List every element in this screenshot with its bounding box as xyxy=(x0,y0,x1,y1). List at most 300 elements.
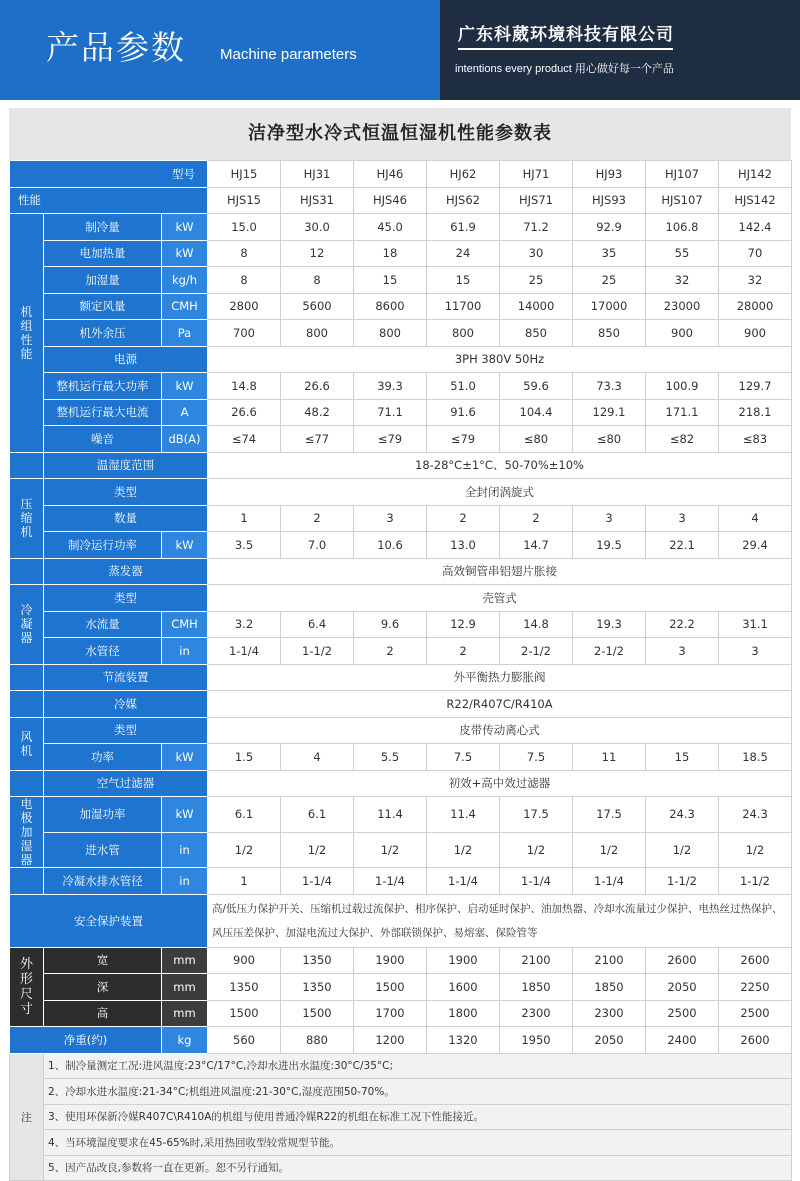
notes-label: 注 xyxy=(10,1053,44,1181)
header-left-panel xyxy=(0,0,440,100)
value-cell: 1-1/2 xyxy=(281,638,354,665)
model-cell: HJ46 xyxy=(354,161,427,188)
value-cell: 18 xyxy=(354,240,427,267)
table-row-evaporator xyxy=(10,558,792,585)
value-cell: 1-1/4 xyxy=(500,868,573,895)
value-cell: 22.2 xyxy=(646,611,719,638)
value-cell: 31.1 xyxy=(719,611,792,638)
value-cell: 8 xyxy=(281,267,354,294)
value-cell: 3 xyxy=(646,505,719,532)
value-cell: 24.3 xyxy=(646,797,719,833)
notes-row xyxy=(10,1130,792,1156)
model-cell: HJ31 xyxy=(281,161,354,188)
value-cell: 4 xyxy=(719,505,792,532)
value-cell: 2600 xyxy=(646,947,719,974)
value-cell: ≤79 xyxy=(354,426,427,453)
value-cell: 61.9 xyxy=(427,214,500,241)
merged-value-cell: R22/R407C/R410A xyxy=(208,691,792,718)
value-cell: 1500 xyxy=(281,1000,354,1027)
value-cell: 1-1/4 xyxy=(427,868,500,895)
row-unit: kW xyxy=(162,744,208,771)
safety-cell xyxy=(208,894,792,947)
model-cell: HJS71 xyxy=(500,187,573,214)
row-label: 电加热量 xyxy=(44,240,162,267)
value-cell: 2800 xyxy=(208,293,281,320)
value-cell: 1/2 xyxy=(281,832,354,868)
value-cell: 71.1 xyxy=(354,399,427,426)
row-label: 类型 xyxy=(44,585,208,612)
value-cell: 7.5 xyxy=(427,744,500,771)
value-cell: 1/2 xyxy=(208,832,281,868)
model-cell: HJ93 xyxy=(573,161,646,188)
value-cell: 3.5 xyxy=(208,532,281,559)
value-cell: 2050 xyxy=(646,974,719,1001)
value-cell: 23000 xyxy=(646,293,719,320)
group-spacer xyxy=(10,452,44,479)
value-cell: 104.4 xyxy=(500,399,573,426)
merged-value-cell: 3PH 380V 50Hz xyxy=(208,346,792,373)
row-unit: mm xyxy=(162,1000,208,1027)
value-cell: 1-1/2 xyxy=(646,868,719,895)
value-cell: 55 xyxy=(646,240,719,267)
value-cell: 25 xyxy=(573,267,646,294)
value-cell: 1500 xyxy=(208,1000,281,1027)
performance-label: 性能 xyxy=(10,187,208,214)
value-cell: 26.6 xyxy=(208,399,281,426)
row-unit: kW xyxy=(162,240,208,267)
value-cell: 850 xyxy=(573,320,646,347)
model-cell: HJS93 xyxy=(573,187,646,214)
value-cell: 1-1/4 xyxy=(208,638,281,665)
model-cell: HJS62 xyxy=(427,187,500,214)
row-label: 温湿度范围 xyxy=(44,452,208,479)
row-label: 加湿量 xyxy=(44,267,162,294)
value-cell: 73.3 xyxy=(573,373,646,400)
safety-line: 风压压差保护、加湿电流过大保护、外部联锁保护、易熔塞、保险管等 xyxy=(212,926,538,939)
model-label: 型号 xyxy=(10,161,208,188)
value-cell: 1/2 xyxy=(354,832,427,868)
value-cell: 6.1 xyxy=(281,797,354,833)
value-cell: 1/2 xyxy=(427,832,500,868)
value-cell: 1.5 xyxy=(208,744,281,771)
value-cell: 32 xyxy=(719,267,792,294)
table-row-width xyxy=(10,947,792,974)
value-cell: 1/2 xyxy=(646,832,719,868)
row-label: 冷凝水排水管径 xyxy=(44,868,162,895)
model-cell: HJS15 xyxy=(208,187,281,214)
row-label: 噪音 xyxy=(44,426,162,453)
value-cell: 850 xyxy=(500,320,573,347)
value-cell: 11700 xyxy=(427,293,500,320)
value-cell: 4 xyxy=(281,744,354,771)
value-cell: 6.1 xyxy=(208,797,281,833)
row-label: 制冷运行功率 xyxy=(44,532,162,559)
value-cell: ≤82 xyxy=(646,426,719,453)
value-cell: 1850 xyxy=(573,974,646,1001)
group-label xyxy=(10,479,44,559)
group-label xyxy=(10,717,44,770)
value-cell: ≤80 xyxy=(573,426,646,453)
row-label: 机外余压 xyxy=(44,320,162,347)
table-title: 洁净型水冷式恒温恒湿机性能参数表 xyxy=(9,108,791,160)
notes-row xyxy=(10,1155,792,1181)
table-row-water-flow xyxy=(10,611,792,638)
value-cell: 3.2 xyxy=(208,611,281,638)
table-row-humid xyxy=(10,267,792,294)
value-cell: 2 xyxy=(354,638,427,665)
value-cell: 560 xyxy=(208,1027,281,1054)
value-cell: 8 xyxy=(208,267,281,294)
model-row-2 xyxy=(10,187,792,214)
value-cell: 2100 xyxy=(573,947,646,974)
model-cell: HJS107 xyxy=(646,187,719,214)
value-cell: 14.8 xyxy=(208,373,281,400)
value-cell: 3 xyxy=(646,638,719,665)
row-label: 净重(约) xyxy=(10,1027,162,1054)
group-spacer xyxy=(10,691,44,718)
value-cell: 1 xyxy=(208,868,281,895)
value-cell: 1800 xyxy=(427,1000,500,1027)
value-cell: 2050 xyxy=(573,1027,646,1054)
value-cell: 45.0 xyxy=(354,214,427,241)
group-label-text: 电极加湿器 xyxy=(20,797,33,867)
model-cell: HJ107 xyxy=(646,161,719,188)
value-cell: 5.5 xyxy=(354,744,427,771)
value-cell: 1200 xyxy=(354,1027,427,1054)
value-cell: 17.5 xyxy=(573,797,646,833)
table-row-hum-inlet xyxy=(10,832,792,868)
row-label: 加湿功率 xyxy=(44,797,162,833)
value-cell: 2 xyxy=(500,505,573,532)
value-cell: 106.8 xyxy=(646,214,719,241)
value-cell: 2 xyxy=(427,638,500,665)
note-text: 4、当环境湿度要求在45-65%时,采用热回收型较常规型节能。 xyxy=(44,1130,792,1156)
table-row-refrigerant xyxy=(10,691,792,718)
value-cell: 3 xyxy=(354,505,427,532)
value-cell: 92.9 xyxy=(573,214,646,241)
table-row-filter xyxy=(10,770,792,797)
safety-line: 高/低压力保护开关、压缩机过载过流保护、相序保护、启动延时保护、油加热器、冷却水流量过少保护、电热丝过热保护、 xyxy=(212,902,783,915)
group-label-text: 冷凝器 xyxy=(20,603,33,646)
value-cell: 7.5 xyxy=(500,744,573,771)
value-cell: 2300 xyxy=(500,1000,573,1027)
value-cell: 3 xyxy=(719,638,792,665)
table-row-comp-type xyxy=(10,479,792,506)
value-cell: 800 xyxy=(427,320,500,347)
value-cell: 26.6 xyxy=(281,373,354,400)
row-unit: dB(A) xyxy=(162,426,208,453)
model-cell: HJ142 xyxy=(719,161,792,188)
model-cell: HJS46 xyxy=(354,187,427,214)
company-name: 广东科葳环境科技有限公司 xyxy=(458,25,674,45)
group-label xyxy=(10,214,44,453)
merged-value-cell: 外平衡热力膨胀阀 xyxy=(208,664,792,691)
merged-value-cell: 壳管式 xyxy=(208,585,792,612)
row-label: 进水管 xyxy=(44,832,162,868)
value-cell: ≤83 xyxy=(719,426,792,453)
value-cell: 1-1/4 xyxy=(354,868,427,895)
value-cell: 1850 xyxy=(500,974,573,1001)
value-cell: 1350 xyxy=(208,974,281,1001)
group-label-text: 外形尺寸 xyxy=(19,956,33,1017)
merged-value-cell: 全封闭涡旋式 xyxy=(208,479,792,506)
value-cell: 1 xyxy=(208,505,281,532)
table-row-comp-power xyxy=(10,532,792,559)
table-row-depth xyxy=(10,974,792,1001)
value-cell: 900 xyxy=(719,320,792,347)
value-cell: 1-1/4 xyxy=(281,868,354,895)
value-cell: 6.4 xyxy=(281,611,354,638)
value-cell: 39.3 xyxy=(354,373,427,400)
value-cell: 7.0 xyxy=(281,532,354,559)
value-cell: 2 xyxy=(427,505,500,532)
value-cell: 48.2 xyxy=(281,399,354,426)
group-label-text: 机组性能 xyxy=(20,304,33,361)
value-cell: 71.2 xyxy=(500,214,573,241)
header-right-panel xyxy=(440,0,800,100)
value-cell: 1-1/4 xyxy=(573,868,646,895)
value-cell: 17000 xyxy=(573,293,646,320)
value-cell: 22.1 xyxy=(646,532,719,559)
row-unit: mm xyxy=(162,947,208,974)
group-label xyxy=(10,947,44,1027)
value-cell: 218.1 xyxy=(719,399,792,426)
group-label xyxy=(10,585,44,665)
row-unit: in xyxy=(162,868,208,895)
merged-value-cell: 初效+高中效过滤器 xyxy=(208,770,792,797)
value-cell: 700 xyxy=(208,320,281,347)
page-subtitle: Machine parameters xyxy=(220,46,357,63)
value-cell: ≤74 xyxy=(208,426,281,453)
value-cell: 14.8 xyxy=(500,611,573,638)
value-cell: 9.6 xyxy=(354,611,427,638)
value-cell: 14.7 xyxy=(500,532,573,559)
row-label: 制冷量 xyxy=(44,214,162,241)
table-row-static xyxy=(10,320,792,347)
value-cell: 15.0 xyxy=(208,214,281,241)
merged-value-cell: 高效铜管串铝翅片胀接 xyxy=(208,558,792,585)
table-row-fan-type xyxy=(10,717,792,744)
value-cell: 100.9 xyxy=(646,373,719,400)
value-cell: 12 xyxy=(281,240,354,267)
row-label: 类型 xyxy=(44,717,208,744)
row-label: 宽 xyxy=(44,947,162,974)
value-cell: 35 xyxy=(573,240,646,267)
value-cell: 1950 xyxy=(500,1027,573,1054)
group-spacer xyxy=(10,558,44,585)
value-cell: 2300 xyxy=(573,1000,646,1027)
value-cell: 15 xyxy=(354,267,427,294)
value-cell: 2600 xyxy=(719,1027,792,1054)
note-text: 3、使用环保新冷媒R407C\R410A的机组与使用普通冷媒R22的机组在标准工况下性能接近。 xyxy=(44,1104,792,1130)
header-divider xyxy=(458,48,673,50)
model-cell: HJS31 xyxy=(281,187,354,214)
value-cell: 2400 xyxy=(646,1027,719,1054)
value-cell: 29.4 xyxy=(719,532,792,559)
row-label: 蒸发器 xyxy=(44,558,208,585)
value-cell: 18.5 xyxy=(719,744,792,771)
group-spacer xyxy=(10,770,44,797)
value-cell: 2 xyxy=(281,505,354,532)
group-spacer xyxy=(10,868,44,895)
notes-row xyxy=(10,1104,792,1130)
row-label: 安全保护装置 xyxy=(10,894,208,947)
row-unit: CMH xyxy=(162,611,208,638)
page-title: 产品参数 xyxy=(46,28,186,67)
value-cell: 2-1/2 xyxy=(500,638,573,665)
table-row-comp-qty xyxy=(10,505,792,532)
value-cell: 59.6 xyxy=(500,373,573,400)
note-text: 5、因产品改良,参数将一直在更新。恕不另行通知。 xyxy=(44,1155,792,1181)
notes-row xyxy=(10,1053,792,1079)
value-cell: 19.3 xyxy=(573,611,646,638)
group-label xyxy=(10,797,44,868)
row-unit: kg xyxy=(162,1027,208,1054)
value-cell: 13.0 xyxy=(427,532,500,559)
value-cell: 1350 xyxy=(281,947,354,974)
value-cell: 3 xyxy=(573,505,646,532)
row-label: 类型 xyxy=(44,479,208,506)
row-label: 额定风量 xyxy=(44,293,162,320)
row-label: 整机运行最大电流 xyxy=(44,399,162,426)
value-cell: 11.4 xyxy=(354,797,427,833)
row-label: 水管径 xyxy=(44,638,162,665)
table-row-drain xyxy=(10,868,792,895)
value-cell: 1500 xyxy=(354,974,427,1001)
value-cell: 900 xyxy=(646,320,719,347)
value-cell: 2500 xyxy=(719,1000,792,1027)
table-row-weight xyxy=(10,1027,792,1054)
model-cell: HJ71 xyxy=(500,161,573,188)
row-unit: kW xyxy=(162,373,208,400)
value-cell: 2500 xyxy=(646,1000,719,1027)
group-label-text: 压缩机 xyxy=(20,497,33,540)
table-row-height xyxy=(10,1000,792,1027)
note-text: 1、制冷量测定工况:进风温度:23°C/17°C,冷却水进出水温度:30°C/35°C; xyxy=(44,1053,792,1079)
model-cell: HJ15 xyxy=(208,161,281,188)
value-cell: 10.6 xyxy=(354,532,427,559)
value-cell: 880 xyxy=(281,1027,354,1054)
value-cell: 15 xyxy=(646,744,719,771)
value-cell: 129.7 xyxy=(719,373,792,400)
value-cell: 24.3 xyxy=(719,797,792,833)
row-label: 水流量 xyxy=(44,611,162,638)
value-cell: ≤79 xyxy=(427,426,500,453)
table-row-cooling xyxy=(10,214,792,241)
value-cell: 1/2 xyxy=(573,832,646,868)
value-cell: 51.0 xyxy=(427,373,500,400)
merged-value-cell: 皮带传动离心式 xyxy=(208,717,792,744)
value-cell: 1320 xyxy=(427,1027,500,1054)
value-cell: 1900 xyxy=(427,947,500,974)
row-unit: kW xyxy=(162,797,208,833)
value-cell: 2600 xyxy=(719,947,792,974)
value-cell: ≤77 xyxy=(281,426,354,453)
value-cell: 91.6 xyxy=(427,399,500,426)
row-unit: kW xyxy=(162,532,208,559)
row-label: 节流装置 xyxy=(44,664,208,691)
row-label: 高 xyxy=(44,1000,162,1027)
row-label: 空气过滤器 xyxy=(44,770,208,797)
group-label-text: 风机 xyxy=(20,729,33,758)
row-label: 深 xyxy=(44,974,162,1001)
value-cell: 1-1/2 xyxy=(719,868,792,895)
notes-row xyxy=(10,1079,792,1105)
value-cell: 14000 xyxy=(500,293,573,320)
row-label: 功率 xyxy=(44,744,162,771)
row-label: 电源 xyxy=(44,346,208,373)
value-cell: 1700 xyxy=(354,1000,427,1027)
value-cell: 2-1/2 xyxy=(573,638,646,665)
table-row-noise xyxy=(10,426,792,453)
row-unit: CMH xyxy=(162,293,208,320)
value-cell: 15 xyxy=(427,267,500,294)
row-unit: in xyxy=(162,832,208,868)
value-cell: 32 xyxy=(646,267,719,294)
table-row-fan-power xyxy=(10,744,792,771)
table-row-heating xyxy=(10,240,792,267)
table-row-power xyxy=(10,346,792,373)
value-cell: 28000 xyxy=(719,293,792,320)
group-spacer xyxy=(10,664,44,691)
value-cell: ≤80 xyxy=(500,426,573,453)
table-row-airflow xyxy=(10,293,792,320)
table-row-range xyxy=(10,452,792,479)
value-cell: 30.0 xyxy=(281,214,354,241)
value-cell: 8 xyxy=(208,240,281,267)
table-row-max-power xyxy=(10,373,792,400)
value-cell: 11.4 xyxy=(427,797,500,833)
row-unit: kg/h xyxy=(162,267,208,294)
value-cell: 12.9 xyxy=(427,611,500,638)
row-unit: Pa xyxy=(162,320,208,347)
value-cell: 800 xyxy=(354,320,427,347)
table-row-water-pipe xyxy=(10,638,792,665)
model-row-1 xyxy=(10,161,792,188)
value-cell: 171.1 xyxy=(646,399,719,426)
parameters-table xyxy=(9,160,792,1181)
model-cell: HJ62 xyxy=(427,161,500,188)
value-cell: 1350 xyxy=(281,974,354,1001)
company-slogan: intentions every product 用心做好每一个产品 xyxy=(455,63,674,75)
value-cell: 5600 xyxy=(281,293,354,320)
value-cell: 2250 xyxy=(719,974,792,1001)
value-cell: 19.5 xyxy=(573,532,646,559)
value-cell: 900 xyxy=(208,947,281,974)
model-cell: HJS142 xyxy=(719,187,792,214)
value-cell: 1/2 xyxy=(500,832,573,868)
table-row-safety xyxy=(10,894,792,947)
row-unit: A xyxy=(162,399,208,426)
table-row-hum-power xyxy=(10,797,792,833)
value-cell: 30 xyxy=(500,240,573,267)
value-cell: 17.5 xyxy=(500,797,573,833)
row-label: 数量 xyxy=(44,505,208,532)
table-row-cond-type xyxy=(10,585,792,612)
page-header xyxy=(0,0,800,100)
value-cell: 1600 xyxy=(427,974,500,1001)
value-cell: 129.1 xyxy=(573,399,646,426)
value-cell: 24 xyxy=(427,240,500,267)
row-label: 整机运行最大功率 xyxy=(44,373,162,400)
value-cell: 2100 xyxy=(500,947,573,974)
value-cell: 800 xyxy=(281,320,354,347)
row-label: 冷媒 xyxy=(44,691,208,718)
row-unit: kW xyxy=(162,214,208,241)
value-cell: 8600 xyxy=(354,293,427,320)
note-text: 2、冷却水进水温度:21-34°C;机组进风温度:21-30°C,湿度范围50-70%。 xyxy=(44,1079,792,1105)
table-row-max-current xyxy=(10,399,792,426)
